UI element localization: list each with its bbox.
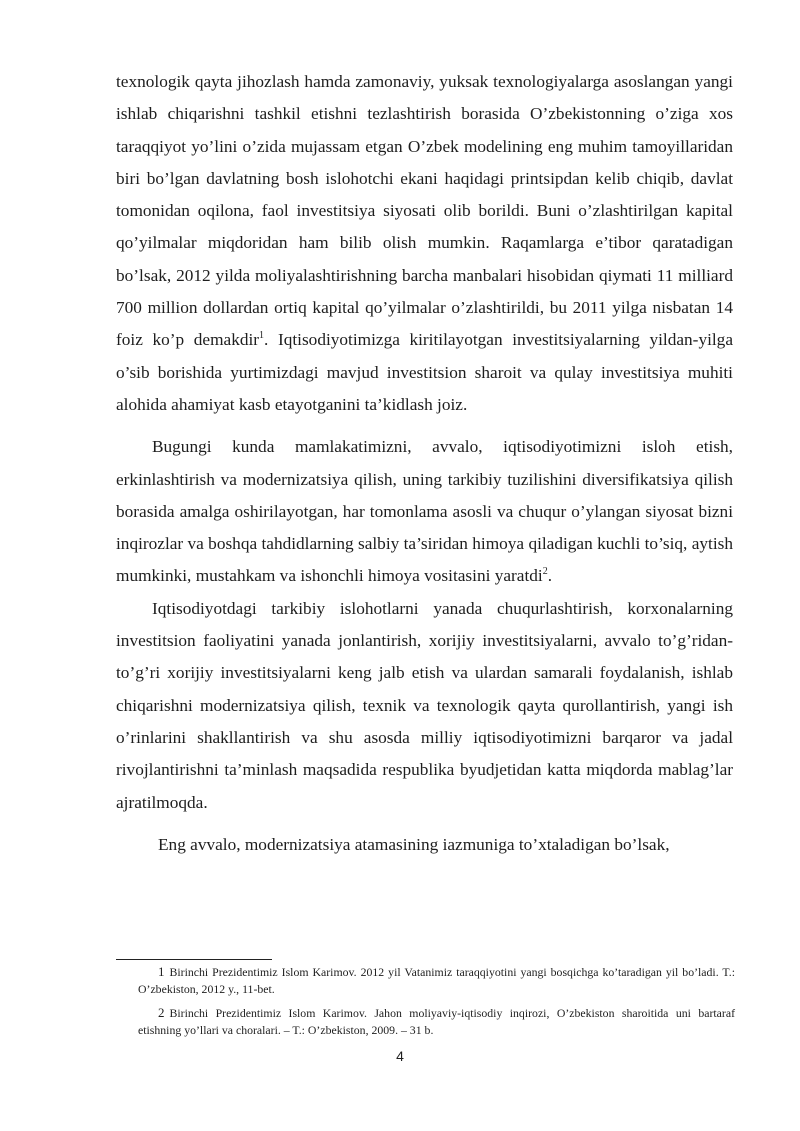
paragraph-1-text: texnologik qayta jihozlash hamda zamonaviy, yuksak texnologiyalarga asoslangan yangi ishlab chiqarishni tashkil etishni tezlashtirish borasida O’zbekistonning o’ziga xos taraqqiyot yo’lini o’zida mujassam etgan O’zbek modelining eng muhim tamoyillaridan biri bo’lgan davlatning bosh islohotchi ekani haqidagi printsipdan kelib chiqib, davlat tomonidan oqilona, faol investitsiya siyosati olib borildi. Buni o’zlashtirilgan kapital qo’yilmalar miqdoridan ham bilib olish mumkin. Raqamlarga e’tibor qaratadigan bo’lsak, 2012 yilda moliyalashtirishning barcha manbalari hisobidan qiymati 11 milliard 700 million dollardan ortiq kapital qo’yilmalar o’zlashtirildi, bu 2011 yilga nisbatan 14 foiz ko’p demakdir	[116, 72, 733, 350]
footnotes	[138, 964, 735, 1046]
footnote-separator	[116, 959, 272, 960]
footnote-1-text: Birinchi Prezidentimiz Islom Karimov. 2012 yil Vatanimiz taraqqiyotini yangi bosqichga ko’taradigan yil bo’ladi. T.: O’zbekiston, 2012 y., 11-bet.	[138, 965, 735, 996]
footnote-2-text: Birinchi Prezidentimiz Islom Karimov. Jahon moliyaviy-iqtisodiy inqirozi, O’zbekiston sharoitida uni bartaraf etishning yo’llari va choralari. – T.: O’zbekiston, 2009. – 31 b.	[138, 1006, 735, 1037]
paragraph-2-tail: .	[547, 566, 553, 586]
footnote-ref-2[interactable]: 2	[542, 566, 548, 578]
paragraph-1-tail: . Iqtisodiyotimizga kiritilayotgan investitsiyalarning yildan-yilga o’sib borishida yurtimizdagi mavjud investitsion sharoit va qulay investitsiya muhiti alohida ahamiyat kasb etayotganini ta’kidlash joiz.	[116, 330, 733, 414]
footnote-2-number: 2	[158, 1005, 165, 1020]
paragraph-4-text: Eng avvalo, modernizatsiya atamasining iazmuniga to’xtaladigan bo’lsak,	[158, 834, 670, 854]
paragraph-4	[116, 829, 733, 861]
paragraph-2	[116, 431, 733, 592]
paragraph-3	[116, 593, 733, 819]
paragraph-1	[116, 66, 733, 421]
footnote-1	[138, 964, 735, 997]
page-number: 4	[396, 1048, 404, 1064]
footnote-ref-1[interactable]: 1	[259, 330, 265, 342]
body-text	[116, 66, 733, 861]
paragraph-3-text: Iqtisodiyotdagi tarkibiy islohotlarni yanada chuqurlashtirish, korxonalarning investitsion faoliyatini yanada jonlantirish, xorijiy investitsiyalarni, avvalo to’g’ridan-to’g’ri xorijiy investitsiyalarni keng jalb etish va ulardan samarali foydalanish, ishlab chiqarishni modernizatsiya qilish, texnik va texnologik qayta qurollantirish, yangi ish o’rinlarini shakllantirish va shu asosda milliy iqtisodiyotimizni barqaror va jadal rivojlantirishni ta’minlash maqsadida respublika byudjetidan katta miqdorda mablag’lar ajratilmoqda.	[116, 598, 733, 812]
paragraph-2-text: Bugungi kunda mamlakatimizni, avvalo, iqtisodiyotimizni isloh etish, erkinlashtirish va modernizatsiya qilish, uning tarkibiy tuzilishini diversifikatsiya qilish borasida amalga oshirilayotgan, har tomonlama asosli va chuqur o’ylangan siyosat bizni inqirozlar va boshqa tahdidlarning salbiy ta’siridan himoya qiladigan kuchli to’siq, aytish mumkinki, mustahkam va ishonchli himoya vositasini yaratdi	[116, 437, 733, 586]
footnote-1-number: 1	[158, 964, 165, 979]
footnote-2	[138, 1005, 735, 1038]
